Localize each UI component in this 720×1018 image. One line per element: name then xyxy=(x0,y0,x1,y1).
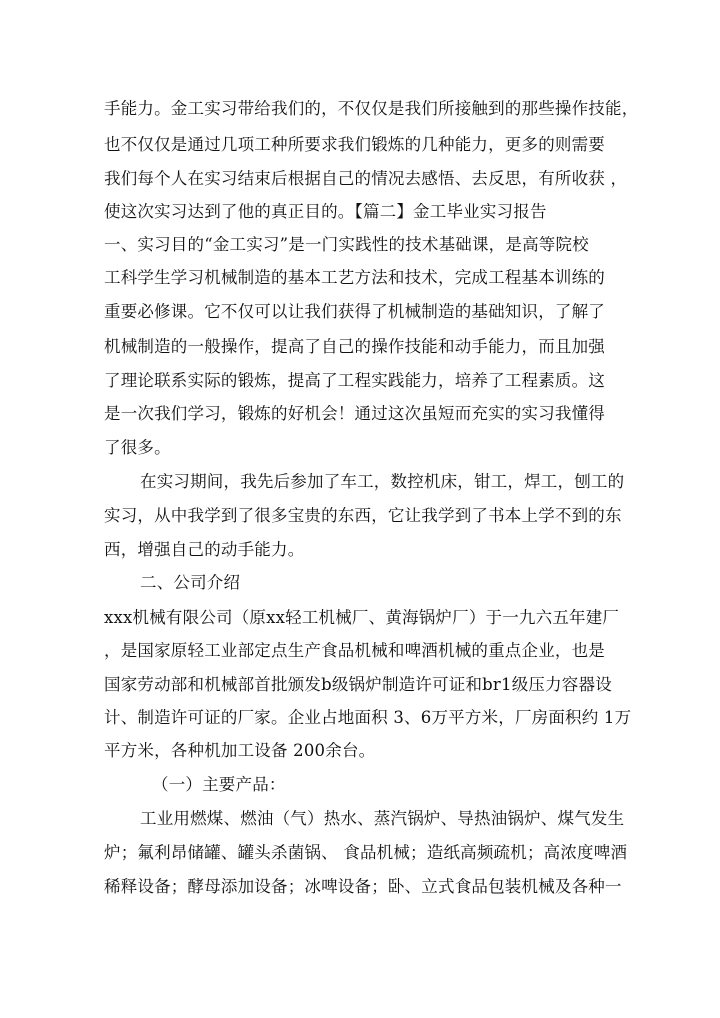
text-line: 炉；氟利昂储罐、罐头杀菌锅、 食品机械；造纸高频疏机；高浓度啤酒 xyxy=(104,843,628,862)
text-line: 也不仅仅是通过几项工种所要求我们锻炼的几种能力，更多的则需要 xyxy=(104,135,605,154)
subsection-heading: （一）主要产品： xyxy=(152,775,286,794)
text-line: 了很多。 xyxy=(104,438,171,457)
text-line: 机械制造的一般操作，提高了自己的操作技能和动手能力，而且加强 xyxy=(104,337,605,356)
text-line: 了理论联系实际的锻炼，提高了工程实践能力，培养了工程素质。这 xyxy=(104,371,605,390)
text-line: 西，增强自己的动手能力。 xyxy=(104,540,305,559)
text-line: 在实习期间，我先后参加了车工，数控机床，钳工，焊工，刨工的 xyxy=(140,472,625,491)
text-line: 使这次实习达到了他的真正目的。【篇二】金工毕业实习报告 xyxy=(104,202,547,221)
text-line: 一、实习目的“金工实习”是一门实践性的技术基础课，是高等院校 xyxy=(104,235,589,254)
text-line: 实习，从中我学到了很多宝贵的东西，它让我学到了书本上学不到的东 xyxy=(104,506,622,525)
text-line: 工科学生学习机械制造的基本工艺方法和技术，完成工程基本训练的 xyxy=(104,268,605,287)
text-line: 我们每个人在实习结束后根据自己的情况去感悟、去反思，有所收获 ， xyxy=(104,169,628,188)
text-line: 手能力。金工实习带给我们的，不仅仅是我们所接触到的那些操作技能， xyxy=(104,99,639,118)
text-line: ，是国家原轻工业部定点生产食品机械和啤酒机械的重点企业，也是 xyxy=(104,641,605,660)
text-line: xxx机械有限公司（原xx轻工机械厂、黄海锅炉厂）于一九六五年建厂 xyxy=(104,608,620,627)
text-line: 是一次我们学习，锻炼的好机会！通过这次虽短而充实的实习我懂得 xyxy=(104,404,605,423)
text-line: 稀释设备；酵母添加设备；冰啤设备；卧、立式食品包装机械及各种一 xyxy=(104,877,622,896)
section-heading: 二、公司介绍 xyxy=(140,573,241,592)
text-line: 计、制造许可证的厂家。企业占地面积 3、6万平方米，厂房面积约 1万 xyxy=(104,708,632,727)
text-line: 平方米，各种机加工设备 200余台。 xyxy=(104,741,376,760)
text-line: 国家劳动部和机械部首批颁发b级锅炉制造许可证和br1级压力容器设 xyxy=(104,675,612,694)
text-line: 重要必修课。它不仅可以让我们获得了机械制造的基础知识，了解了 xyxy=(104,302,605,321)
text-line: 工业用燃煤、燃油（气）热水、蒸汽锅炉、导热油锅炉、煤气发生 xyxy=(140,809,625,828)
